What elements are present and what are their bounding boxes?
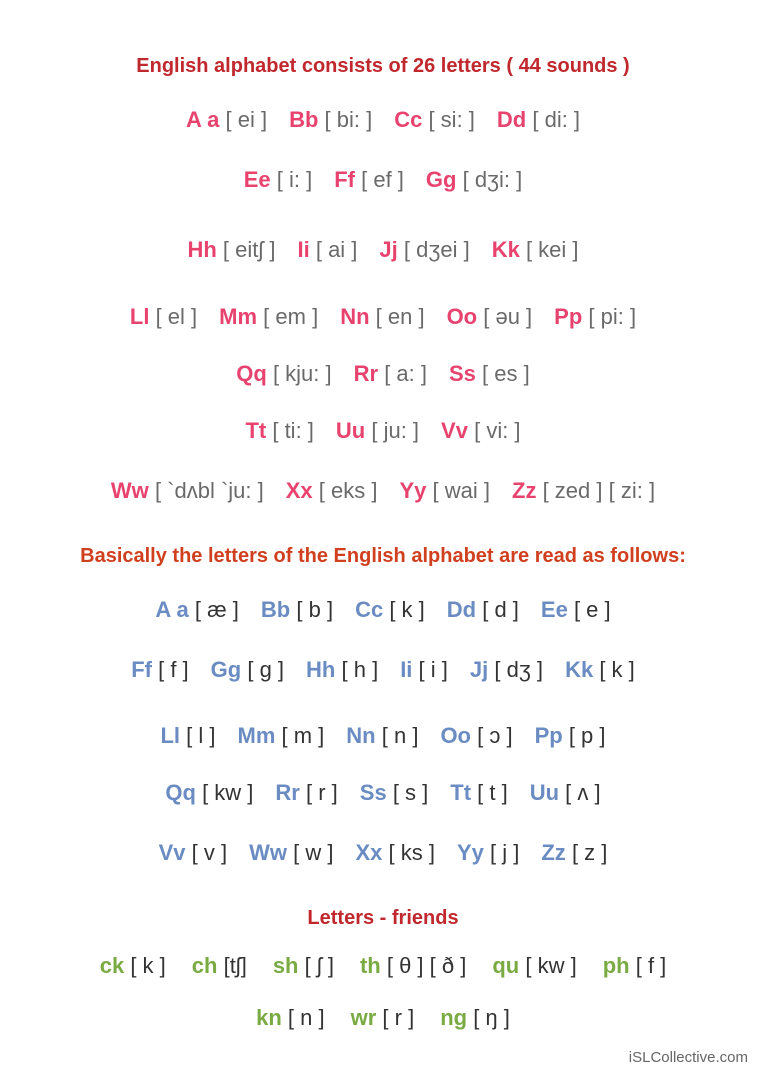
letter-entry xyxy=(535,723,606,749)
transcription: [ es ] xyxy=(482,361,530,386)
transcription: [ z ] xyxy=(571,840,608,865)
letter-entry xyxy=(530,780,601,806)
transcription: [ n ] xyxy=(287,1005,325,1030)
letter-label: Ff xyxy=(334,167,355,192)
transcription: [ dʒ ] xyxy=(494,657,544,682)
letter-entry xyxy=(470,657,543,683)
transcription: [ vi: ] xyxy=(474,418,521,443)
transcription: [ ks ] xyxy=(388,840,435,865)
transcription: [ ei ] xyxy=(225,107,268,132)
transcription: [tʃ] xyxy=(223,953,247,978)
transcription: [ kw ] xyxy=(525,953,577,978)
letter-entry xyxy=(354,361,427,387)
letter-entry xyxy=(440,723,512,749)
transcription: [ n ] xyxy=(381,723,419,748)
transcription: [ əu ] xyxy=(483,304,533,329)
letter-label: Nn xyxy=(340,304,370,329)
letter-entry xyxy=(492,953,576,979)
letter-entry xyxy=(111,478,264,504)
letter-entry xyxy=(211,657,284,683)
transcription: [ v ] xyxy=(191,840,228,865)
transcription: [ en ] xyxy=(375,304,425,329)
transcription: [ t ] xyxy=(477,780,508,805)
letter-row xyxy=(0,418,766,444)
letter-entry xyxy=(297,237,357,263)
transcription: [ p ] xyxy=(568,723,606,748)
letter-entry xyxy=(450,780,507,806)
letter-entry xyxy=(355,597,425,623)
letter-label: Ff xyxy=(131,657,152,682)
letter-label: Ss xyxy=(449,361,476,386)
transcription: [ ju: ] xyxy=(371,418,420,443)
letter-row xyxy=(0,1005,766,1031)
letter-row xyxy=(0,723,766,749)
letter-label: Mm xyxy=(237,723,276,748)
transcription: [ a: ] xyxy=(384,361,427,386)
letter-row xyxy=(0,304,766,330)
transcription: [ di: ] xyxy=(532,107,581,132)
transcription: [ b ] xyxy=(296,597,334,622)
title-alphabet-letters: English alphabet consists of 26 letters ( 44 sounds ) xyxy=(136,55,630,77)
transcription: [ ai ] xyxy=(315,237,358,262)
letter-entry xyxy=(457,840,519,866)
letter-label: Ee xyxy=(243,167,271,192)
letter-label: Kk xyxy=(565,657,594,682)
letter-label: Tt xyxy=(450,780,472,805)
letter-entry xyxy=(447,597,519,623)
letter-entry xyxy=(187,237,275,263)
transcription: [ ti: ] xyxy=(272,418,314,443)
letter-label: Rr xyxy=(353,361,379,386)
letter-label: qu xyxy=(492,953,520,978)
letter-label: Jj xyxy=(379,237,398,262)
letter-row xyxy=(0,657,766,683)
letter-label: Mm xyxy=(219,304,258,329)
letter-row xyxy=(0,167,766,193)
letter-label: Hh xyxy=(187,237,217,262)
transcription: [ k ] xyxy=(389,597,425,622)
transcription: [ el ] xyxy=(155,304,198,329)
transcription: [ kw ] xyxy=(202,780,254,805)
letter-label: Kk xyxy=(491,237,520,262)
transcription: [ m ] xyxy=(281,723,325,748)
letter-label: th xyxy=(359,953,381,978)
letter-entry xyxy=(286,478,378,504)
letter-entry xyxy=(440,1005,510,1031)
letter-entry xyxy=(360,780,429,806)
letter-row xyxy=(0,107,766,133)
letter-label: Xx xyxy=(285,478,313,503)
letter-entry xyxy=(340,304,424,330)
letter-label: Xx xyxy=(355,840,383,865)
letter-label: kn xyxy=(256,1005,282,1030)
transcription: [ dʒi: ] xyxy=(462,167,523,192)
letter-entry xyxy=(355,840,435,866)
letter-label: Bb xyxy=(289,107,319,132)
letter-label: A a xyxy=(185,107,220,132)
transcription: [ wai ] xyxy=(432,478,490,503)
transcription: [ r ] xyxy=(382,1005,415,1030)
letter-label: Yy xyxy=(399,478,427,503)
letter-entry xyxy=(492,237,579,263)
letter-label: Cc xyxy=(355,597,384,622)
letter-label: Qq xyxy=(165,780,196,805)
transcription: [ pi: ] xyxy=(588,304,637,329)
letter-entry xyxy=(261,597,333,623)
letter-label: Pp xyxy=(534,723,563,748)
watermark-text: iSLCollective.com xyxy=(628,1049,748,1066)
letter-label: Tt xyxy=(245,418,267,443)
letter-label: Oo xyxy=(446,304,478,329)
letter-label: Dd xyxy=(446,597,477,622)
letter-entry xyxy=(400,657,448,683)
letter-entry xyxy=(399,478,490,504)
transcription: [ w ] xyxy=(293,840,334,865)
letter-entry xyxy=(289,107,372,133)
transcription: [ ŋ ] xyxy=(473,1005,510,1030)
letter-entry xyxy=(159,840,228,866)
transcription: [ j ] xyxy=(490,840,520,865)
letter-label: Ss xyxy=(359,780,387,805)
letter-entry xyxy=(219,304,318,330)
letter-entry xyxy=(131,657,188,683)
letter-label: A a xyxy=(155,597,189,622)
letter-entry xyxy=(155,597,239,623)
letter-label: Zz xyxy=(512,478,537,503)
letter-row xyxy=(0,361,766,387)
letter-label: Gg xyxy=(210,657,242,682)
letter-label: sh xyxy=(272,953,299,978)
letter-entry xyxy=(541,597,611,623)
letter-label: Zz xyxy=(541,840,566,865)
letter-entry xyxy=(360,953,466,979)
transcription: [ r ] xyxy=(305,780,338,805)
letter-row xyxy=(0,840,766,866)
letter-label: Oo xyxy=(440,723,471,748)
letter-entry xyxy=(160,723,215,749)
letter-label: Ll xyxy=(129,304,150,329)
letter-entry xyxy=(186,107,267,133)
transcription: [ ʃ ] xyxy=(304,953,334,978)
transcription: [ i: ] xyxy=(276,167,313,192)
letter-row xyxy=(0,597,766,623)
letter-entry xyxy=(334,167,404,193)
letter-entry xyxy=(273,953,334,979)
letter-label: Ii xyxy=(400,657,413,682)
transcription: [ θ ] [ ð ] xyxy=(386,953,467,978)
transcription: [ kei ] xyxy=(525,237,579,262)
letter-label: Dd xyxy=(496,107,527,132)
letter-label: ch xyxy=(191,953,218,978)
letter-entry xyxy=(249,840,333,866)
title-letters-friends: Letters - friends xyxy=(307,907,459,929)
letter-entry xyxy=(306,657,378,683)
transcription: [ em ] xyxy=(263,304,319,329)
letter-label: Jj xyxy=(469,657,489,682)
letter-label: Ll xyxy=(160,723,181,748)
title-reading-rules: Basically the letters of the English alphabet are read as follows: xyxy=(80,545,686,567)
letter-label: Rr xyxy=(275,780,300,805)
letter-entry xyxy=(336,418,419,444)
transcription: [ h ] xyxy=(341,657,379,682)
letter-label: Qq xyxy=(236,361,267,386)
transcription: [ ʌ ] xyxy=(565,780,601,805)
letter-entry xyxy=(256,1005,325,1031)
letter-row xyxy=(0,780,766,806)
letter-entry xyxy=(238,723,325,749)
letter-entry xyxy=(447,304,533,330)
letter-entry xyxy=(100,953,166,979)
transcription: [ si: ] xyxy=(428,107,475,132)
letter-label: ng xyxy=(440,1005,468,1030)
letter-label: Ww xyxy=(249,840,287,865)
letter-entry xyxy=(603,953,667,979)
transcription: [ k ] xyxy=(130,953,166,978)
transcription: [ `dʌbl `ju: ] xyxy=(154,478,264,503)
letter-entry xyxy=(346,723,418,749)
letter-label: Pp xyxy=(554,304,583,329)
letter-label: Hh xyxy=(306,657,336,682)
letter-row xyxy=(0,478,766,504)
letter-entry xyxy=(394,107,475,133)
transcription: [ i ] xyxy=(418,657,448,682)
letter-entry xyxy=(512,478,655,504)
letter-label: Ee xyxy=(540,597,568,622)
letter-label: Bb xyxy=(260,597,291,622)
transcription: [ f ] xyxy=(635,953,667,978)
transcription: [ d ] xyxy=(482,597,519,622)
letter-label: Nn xyxy=(346,723,376,748)
transcription: [ ɔ ] xyxy=(477,723,513,748)
letter-row xyxy=(0,953,766,979)
letter-label: Yy xyxy=(456,840,484,865)
letter-label: Vv xyxy=(158,840,186,865)
letter-label: Uu xyxy=(335,418,366,443)
letter-entry xyxy=(565,657,635,683)
transcription: [ eks ] xyxy=(318,478,378,503)
transcription: [ l ] xyxy=(186,723,216,748)
letter-entry xyxy=(351,1005,415,1031)
letter-entry xyxy=(245,418,313,444)
transcription: [ e ] xyxy=(573,597,611,622)
letter-entry xyxy=(192,953,247,979)
letter-entry xyxy=(130,304,197,330)
letter-label: ck xyxy=(99,953,125,978)
transcription: [ f ] xyxy=(158,657,189,682)
letter-entry xyxy=(541,840,607,866)
letter-label: Uu xyxy=(529,780,560,805)
letter-entry xyxy=(275,780,337,806)
letter-label: wr xyxy=(350,1005,377,1030)
letter-row xyxy=(0,237,766,263)
letter-entry xyxy=(244,167,313,193)
letter-entry xyxy=(379,237,469,263)
transcription: [ dʒei ] xyxy=(403,237,470,262)
transcription: [ æ ] xyxy=(194,597,239,622)
letter-entry xyxy=(449,361,530,387)
letter-label: Gg xyxy=(425,167,457,192)
transcription: [ bi: ] xyxy=(324,107,373,132)
letter-entry xyxy=(554,304,636,330)
letter-label: Ww xyxy=(110,478,149,503)
letter-entry xyxy=(426,167,522,193)
letter-entry xyxy=(497,107,580,133)
transcription: [ eitʃ ] xyxy=(222,237,276,262)
letter-label: Vv xyxy=(441,418,468,443)
transcription: [ g ] xyxy=(247,657,285,682)
letter-entry xyxy=(165,780,253,806)
letter-entry xyxy=(236,361,331,387)
letter-label: Ii xyxy=(297,237,310,262)
transcription: [ s ] xyxy=(392,780,429,805)
transcription: [ k ] xyxy=(599,657,635,682)
transcription: [ kju: ] xyxy=(272,361,332,386)
transcription: [ ef ] xyxy=(361,167,404,192)
letter-entry xyxy=(441,418,521,444)
letter-label: ph xyxy=(602,953,630,978)
letter-label: Cc xyxy=(394,107,423,132)
transcription: [ zed ] [ zi: ] xyxy=(542,478,656,503)
